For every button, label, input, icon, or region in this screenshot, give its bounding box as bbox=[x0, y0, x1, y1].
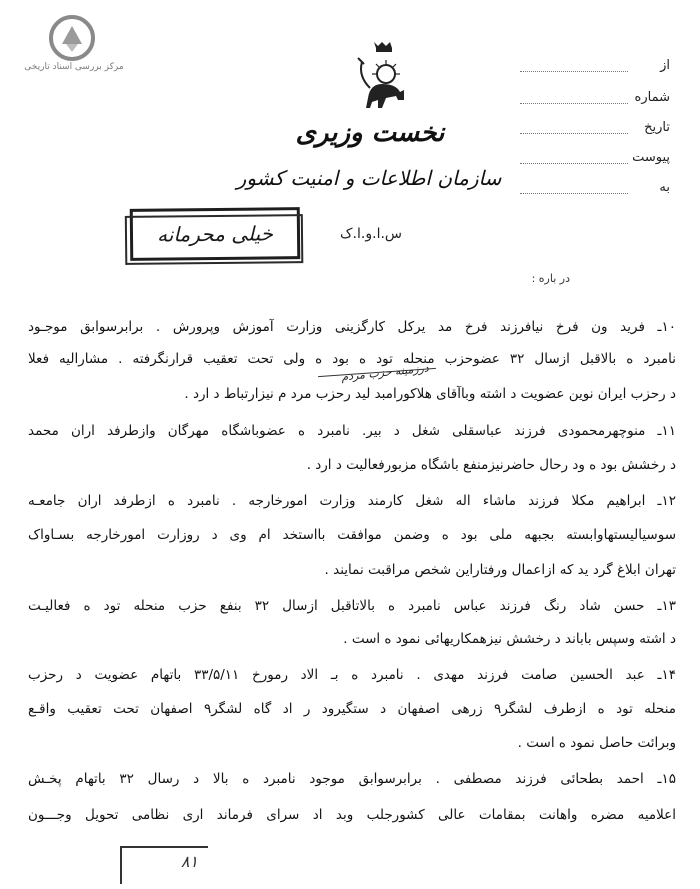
field-line bbox=[520, 71, 628, 72]
body-line: ۱۴ـ عبد الحسین صامت فرزند مهدی . نامبرد ه بـ الاد رمورخ ۳۳/۵/۱۱ باتهام عضویت د رحزب bbox=[28, 667, 676, 683]
body-line: ۱۳ـ حسن شاد رنگ فرزند عباس نامبرد ه بالاتاقبل ازسال ۳۲ بنفع حزب منحله تود ه فعالیـت bbox=[28, 598, 676, 614]
field-label: به bbox=[659, 180, 670, 195]
lion-and-sun-emblem-icon bbox=[352, 40, 416, 118]
body-line: نامبرد ه بالاقبل ازسال ۳۲ عضوحزب منحله تود ه بود ه ولی تحت تعقیب قرارنگرفته . مشارالیه فعلا bbox=[28, 351, 676, 367]
body-line: منحله تود ه ازطرف لشگر۹ زرهی اصفهان د ستگیرود ر اد گاه لشگر۹ اصفهان تحت تعقیب واقـع bbox=[28, 701, 676, 717]
field-label: پیوست bbox=[632, 150, 670, 165]
classification-stamp: خیلی محرمانه bbox=[130, 207, 301, 261]
archive-logo-icon bbox=[48, 14, 96, 62]
regarding-label: در باره : bbox=[531, 272, 570, 285]
body-line: ۱۵ـ احمد بطحائی فرزند مصطفی . برابرسوابق موجود نامبرد ه بالا د رسال ۳۲ باتهام پخـش bbox=[28, 771, 676, 787]
body-line: ۱۲ـ ابراهیم مکلا فرزند ماشاء اله شغل کارمند وزارت امورخارجه . نامبرد ه ازطرفد اران جامعـه bbox=[28, 493, 676, 509]
field-date bbox=[520, 120, 680, 142]
field-line bbox=[520, 133, 628, 134]
handwritten-note: درزمینه حزب مردم bbox=[340, 361, 430, 384]
body-line: تهران ابلاغ گرد ید که ازاعمال ورفتاراین شخص مراقبت نمایند . bbox=[324, 562, 676, 578]
field-label: از bbox=[660, 58, 670, 73]
field-line bbox=[520, 103, 628, 104]
body-line: د اشته وسپس باباند د رخشش نیزهمکاریهائی نمود ه است . bbox=[343, 631, 676, 647]
body-line: سوسیالیستهاوابسته بجبهه ملی بود ه وضمن موافقت بااستخد ام وی د روزارت امورخارجه بسـاواک bbox=[28, 527, 676, 543]
body-line: د رخشش بود ه ود رحال حاضرنیزمنفع باشگاه مزبورفعالیت د ارد . bbox=[306, 457, 676, 473]
field-attachment bbox=[520, 150, 680, 172]
field-label: شماره bbox=[634, 90, 670, 105]
body-line: ۱۰ـ فرید ون فرخ نیافرزند فرخ مد یرکل کارگزینی وزارت آموزش وپرورش . برابرسوابق موجـود bbox=[28, 319, 676, 335]
ministry-title: نخست وزیری bbox=[295, 118, 445, 148]
field-to bbox=[520, 180, 680, 202]
field-label: تاریخ bbox=[644, 120, 670, 135]
body-line: د رحزب ایران نوین عضویت د اشته وباآقای هلاکورامبد لید رحزب مرد م نیزارتباط د ارد . bbox=[184, 386, 676, 402]
body-line: وبرائت حاصل نمود ه است . bbox=[517, 735, 676, 751]
body-line: اعلامیه مضره واهانت بمقامات عالی کشورجلب وبد اد سرای فرماند اری نظامی تحویل وجـــون bbox=[28, 807, 676, 823]
field-number bbox=[520, 90, 680, 112]
archive-logo-text: مرکز بررسی اسناد تاریخی bbox=[24, 62, 124, 72]
reference-code: س.ا.و.ا.ک bbox=[340, 226, 402, 242]
field-line bbox=[520, 193, 628, 194]
body-line: ۱۱ـ منوچهرمحمودی فرزند عباسقلی شغل د بیر. نامبرد ه عضوباشگاه مهرگان وازطرفد اران محمد bbox=[28, 423, 676, 439]
organization-subtitle: سازمان اطلاعات و امنیت کشور bbox=[236, 166, 502, 190]
field-line bbox=[520, 163, 628, 164]
bottom-handwritten-number: ۸۱ bbox=[180, 852, 198, 871]
field-from bbox=[520, 58, 680, 80]
